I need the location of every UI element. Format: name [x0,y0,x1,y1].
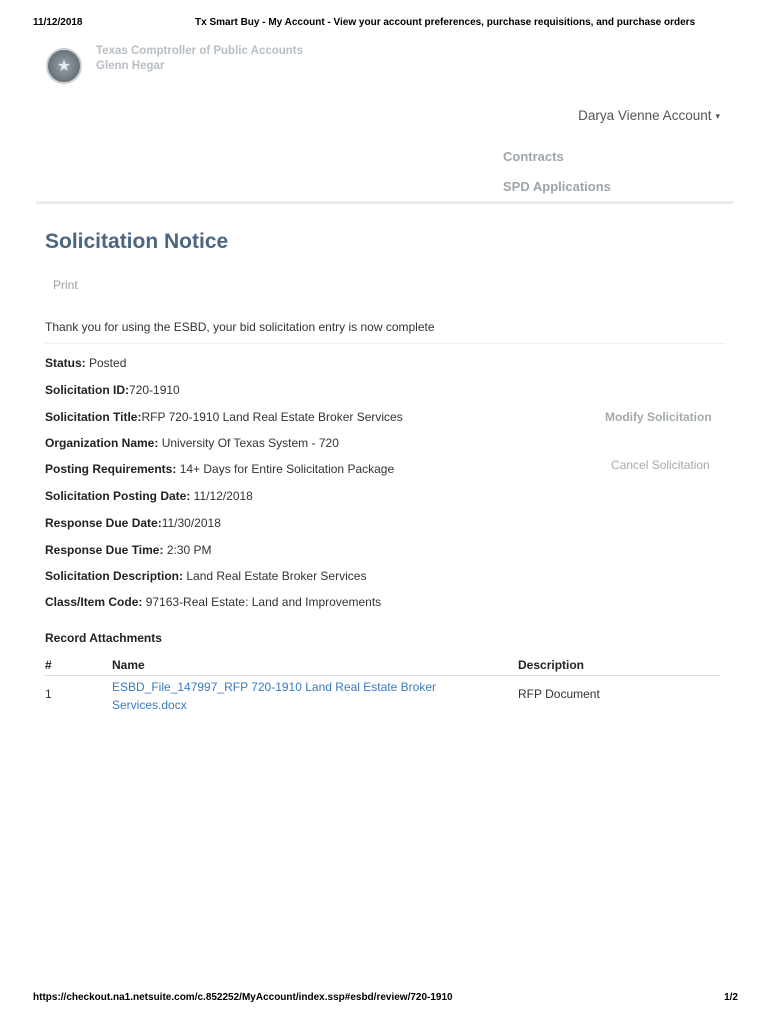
description-label: Solicitation Description: [45,569,184,583]
response-due-date-label: Response Due Date: [45,516,162,530]
class-item-code-label: Class/Item Code: [45,595,143,609]
print-page-title: Tx Smart Buy - My Account - View your account preferences, purchase requisitions, and purchase orders [195,17,696,28]
page-title: Solicitation Notice [45,230,229,253]
class-item-code-field [45,595,381,609]
attachment-file-link[interactable]: ESBD_File_147997_RFP 720-1910 Land Real Estate Broker Services.docx [112,680,436,712]
nav-spd-applications-link[interactable]: SPD Applications [503,179,611,194]
nav-divider [36,201,734,204]
organization-label: Organization Name: [45,436,159,450]
print-url: https://checkout.na1.netsuite.com/c.852252/MyAccount/index.ssp#esbd/review/720-1910 [33,992,453,1003]
confirmation-divider [45,343,726,344]
org-official: Glenn Hegar [96,60,165,72]
posting-requirements-value: 14+ Days for Entire Solicitation Package [176,462,395,476]
modify-solicitation-button[interactable]: Modify Solicitation [605,410,712,424]
description-value: Land Real Estate Broker Services [183,569,367,583]
column-header-number: # [45,658,52,672]
response-due-time-value: 2:30 PM [163,543,212,557]
table-header-divider [45,675,720,676]
status-value: Posted [85,356,127,370]
status-label: Status: [45,356,86,370]
posting-date-label: Solicitation Posting Date: [45,489,191,503]
print-page-number: 1/2 [724,992,738,1003]
organization-field [45,436,339,450]
chevron-down-icon: ▾ [715,111,720,121]
attachments-heading: Record Attachments [45,631,162,645]
column-header-name: Name [112,658,145,672]
org-header [96,44,303,74]
print-date: 11/12/2018 [33,17,83,28]
comptroller-seal-icon[interactable]: ★ [46,48,82,84]
confirmation-message: Thank you for using the ESBD, your bid solicitation entry is now complete [45,320,435,334]
response-due-date-field [45,516,221,530]
solicitation-id-field [45,383,180,397]
solicitation-id-label: Solicitation ID: [45,383,129,397]
column-header-description: Description [518,658,585,672]
response-due-time-label: Response Due Time: [45,543,164,557]
attachment-row-description: RFP Document [518,687,600,701]
solicitation-title-label: Solicitation Title: [45,410,142,424]
solicitation-title-value: RFP 720-1910 Land Real Estate Broker Services [141,410,403,424]
posting-date-field [45,489,253,503]
print-button[interactable]: Print [53,278,78,292]
response-due-date-value: 11/30/2018 [161,516,221,530]
class-item-code-value: 97163-Real Estate: Land and Improvements [142,595,382,609]
posting-requirements-field [45,462,394,476]
account-menu[interactable] [578,108,720,123]
cancel-solicitation-button[interactable]: Cancel Solicitation [611,458,710,472]
posting-date-value: 11/12/2018 [190,489,253,503]
attachment-row-number: 1 [45,687,52,701]
organization-value: University Of Texas System - 720 [158,436,339,450]
org-name: Texas Comptroller of Public Accounts [96,45,304,57]
status-field [45,356,126,370]
posting-requirements-label: Posting Requirements: [45,462,177,476]
solicitation-title-field [45,410,403,424]
description-field [45,569,366,583]
nav-contracts-link[interactable]: Contracts [503,149,564,164]
account-label: Darya Vienne Account [578,108,712,123]
solicitation-id-value: 720-1910 [129,383,180,397]
response-due-time-field [45,543,212,557]
